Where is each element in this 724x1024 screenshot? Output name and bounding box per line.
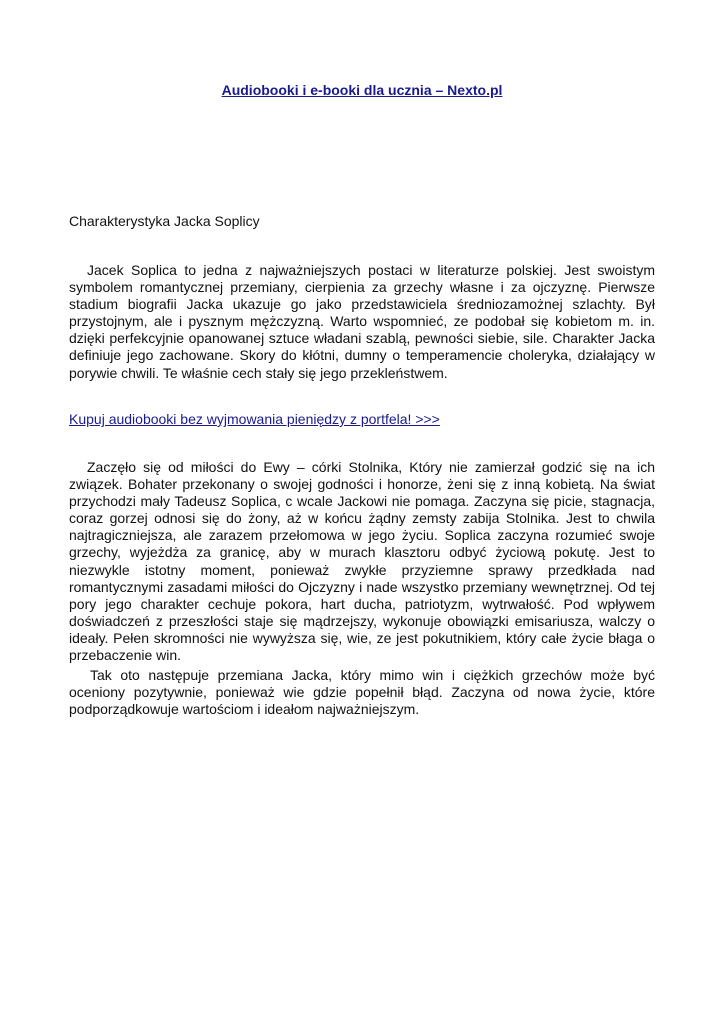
- document-title: Charakterystyka Jacka Soplicy: [69, 213, 260, 229]
- paragraph-2: Zaczęło się od miłości do Ewy – córki Stolnika, Który nie zamierzał godzić się na ich związek. Bohater przekonany o swojej godności i honorze, żeni się z inną kobietą. Na świat przychodzi mały Tadeusz Soplica, c wcale Jackowi nie pomaga. Zaczyna się picie, stagnacja, coraz gorzej odnosi się do żony, aż w końcu żądny zemsty zabija Stolnika. Jest to chwila najtragiczniejsza, ale zarazem przełomowa w jego życiu. Soplica zaczyna rozumieć swoje grzechy, wyjeżdża za granicę, aby w murach klasztoru odbyć życiową pokutę. Jest to niezwykle istotny moment, ponieważ zwykłe przyziemne sprawy przedkłada nad romantycznymi zasadami miłości do Ojczyzny i nade wszystko przemiany wewnętrznej. Od tej pory jego charakter cechuje pokora, hart ducha, patriotyzm, wytrwałość. Pod wpływem doświadczeń z przeszłości staje się mądrzejszy, wykonuje obowiązki emisariusza, walczy o ideały. Pełen skromności nie wywyższa się, wie, ze jest pokutnikiem, który całe życie błaga o przebaczenie win.: [69, 459, 655, 664]
- paragraph-1: Jacek Soplica to jedna z najważniejszych postaci w literaturze polskiej. Jest swoistym symbolem romantycznej przemiany, cierpienia za grzechy własne i za ojczyznę. Pierwsze stadium biografii Jacka ukazuje go jako przedstawiciela średniozamożnej szlachty. Był przystojnym, ale i pysznym mężczyzną. Warto wspomnieć, ze podobał się kobietom m. in. dzięki perfekcyjnie opanowanej sztuce władani szablą, pewności siebie, sile. Charakter Jacka definiuje jego zachowane. Skory do kłótni, dumny o temperamencie choleryka, działający w porywie chwili. Te właśnie cech stały się jego przekleństwem.: [69, 262, 655, 381]
- paragraph-3: Tak oto następuje przemiana Jacka, który mimo win i ciężkich grzechów może być oceniony pozytywnie, ponieważ wie gdzie popełnił błąd. Zaczyna od nowa życie, które podporządkowuje wartościom i ideałom najważniejszym.: [69, 667, 655, 718]
- header-link-nexto[interactable]: Audiobooki i e-booki dla ucznia – Nexto.pl: [221, 82, 503, 98]
- promo-link-audiobooks[interactable]: Kupuj audiobooki bez wyjmowania pieniędzy z portfela! >>>: [69, 411, 440, 427]
